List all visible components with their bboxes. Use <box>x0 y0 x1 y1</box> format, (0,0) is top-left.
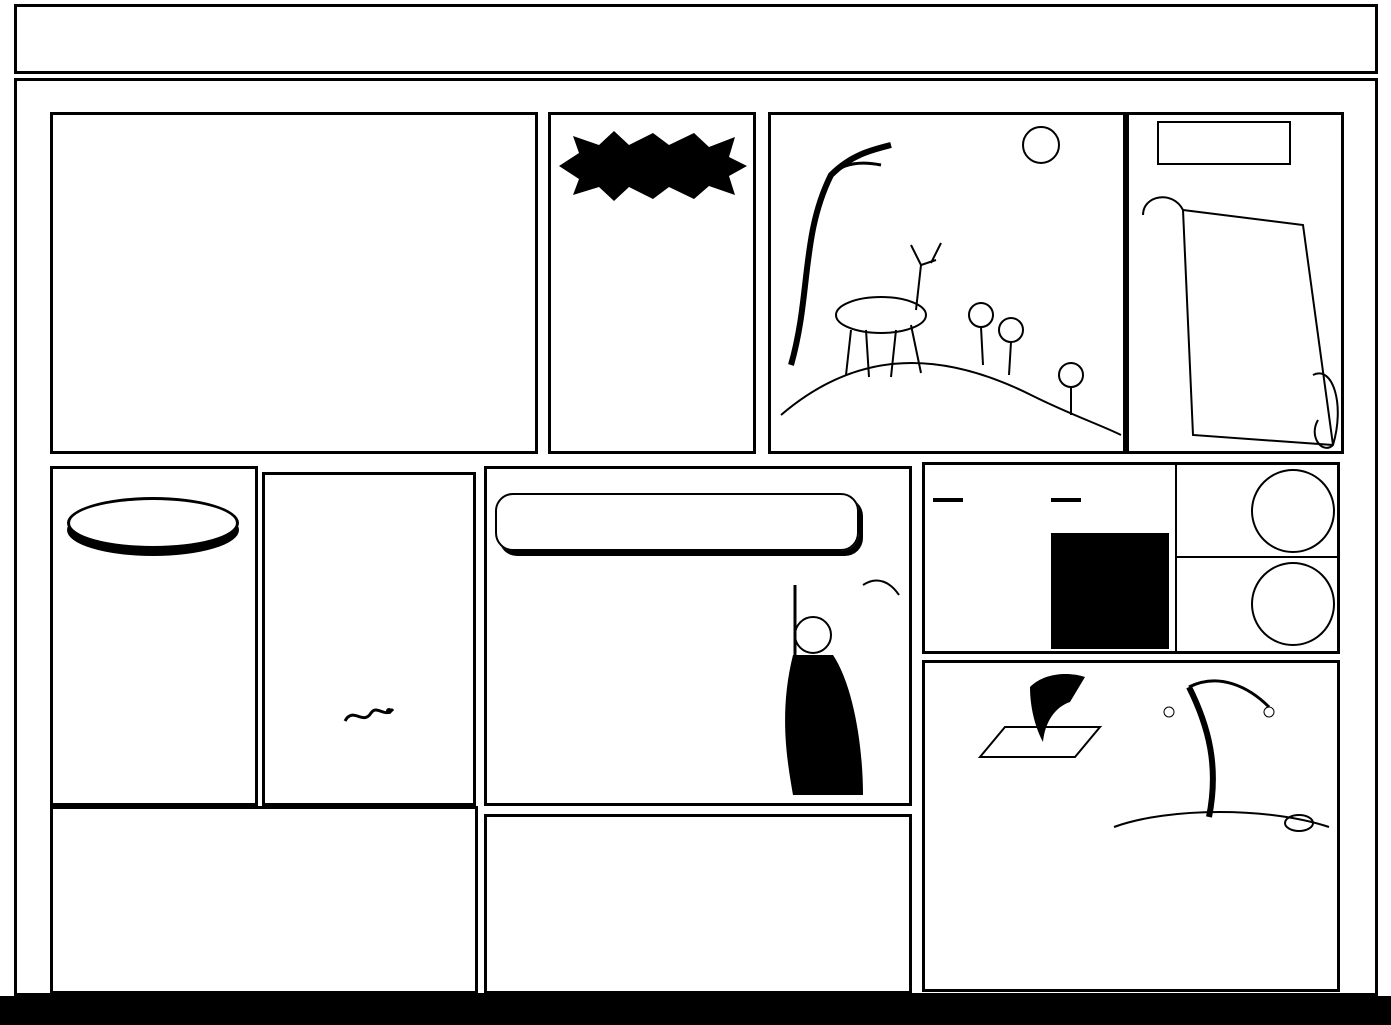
lingma-title <box>495 493 859 551</box>
results-panel <box>50 806 478 994</box>
kaijiang-stats <box>1175 465 1337 651</box>
jiehua-text-top <box>933 769 1129 845</box>
tema-bar <box>1051 533 1169 649</box>
xunma-panel <box>1126 112 1344 454</box>
jinqi-tag-2 <box>1051 498 1081 502</box>
lingma-panel <box>484 466 912 806</box>
results-title <box>53 809 475 831</box>
stat-num-circle-1 <box>1251 469 1335 553</box>
blank-area <box>53 115 413 305</box>
deer-scene-icon <box>771 115 1123 451</box>
dragon-icon <box>343 701 395 731</box>
right-banner-strip <box>1346 112 1372 992</box>
stat-num-circle-2 <box>1251 562 1335 646</box>
xunma-title <box>1157 121 1291 165</box>
jiehua-panel <box>922 660 1340 992</box>
benqi-panel <box>50 466 258 806</box>
stat-row-1 <box>1177 465 1339 558</box>
scroll-icon <box>1133 175 1345 451</box>
kaijiang-panel <box>922 462 1340 654</box>
deer-illustration <box>768 112 1126 454</box>
jinqi-tag-1 <box>933 498 963 502</box>
baxian-list <box>501 867 901 987</box>
book-hand-icon <box>975 667 1105 775</box>
left-banner-strip <box>20 112 46 992</box>
liuhe-lingma-panel <box>548 112 756 454</box>
baxian-panel <box>484 814 912 994</box>
starburst-icon <box>559 131 747 201</box>
benqi-title <box>67 497 239 549</box>
top-banner-strip <box>18 82 1374 112</box>
tema-header <box>1051 477 1167 523</box>
big-title-panel <box>50 112 538 454</box>
immortal-figure-icon <box>773 565 905 801</box>
stat-row-2 <box>1177 558 1339 651</box>
disclaimer-bar <box>0 996 1391 1025</box>
masthead <box>14 4 1378 74</box>
tree-scene-icon <box>1109 667 1335 843</box>
mengliao-panel <box>262 472 476 806</box>
zongfen-header <box>933 477 1049 523</box>
